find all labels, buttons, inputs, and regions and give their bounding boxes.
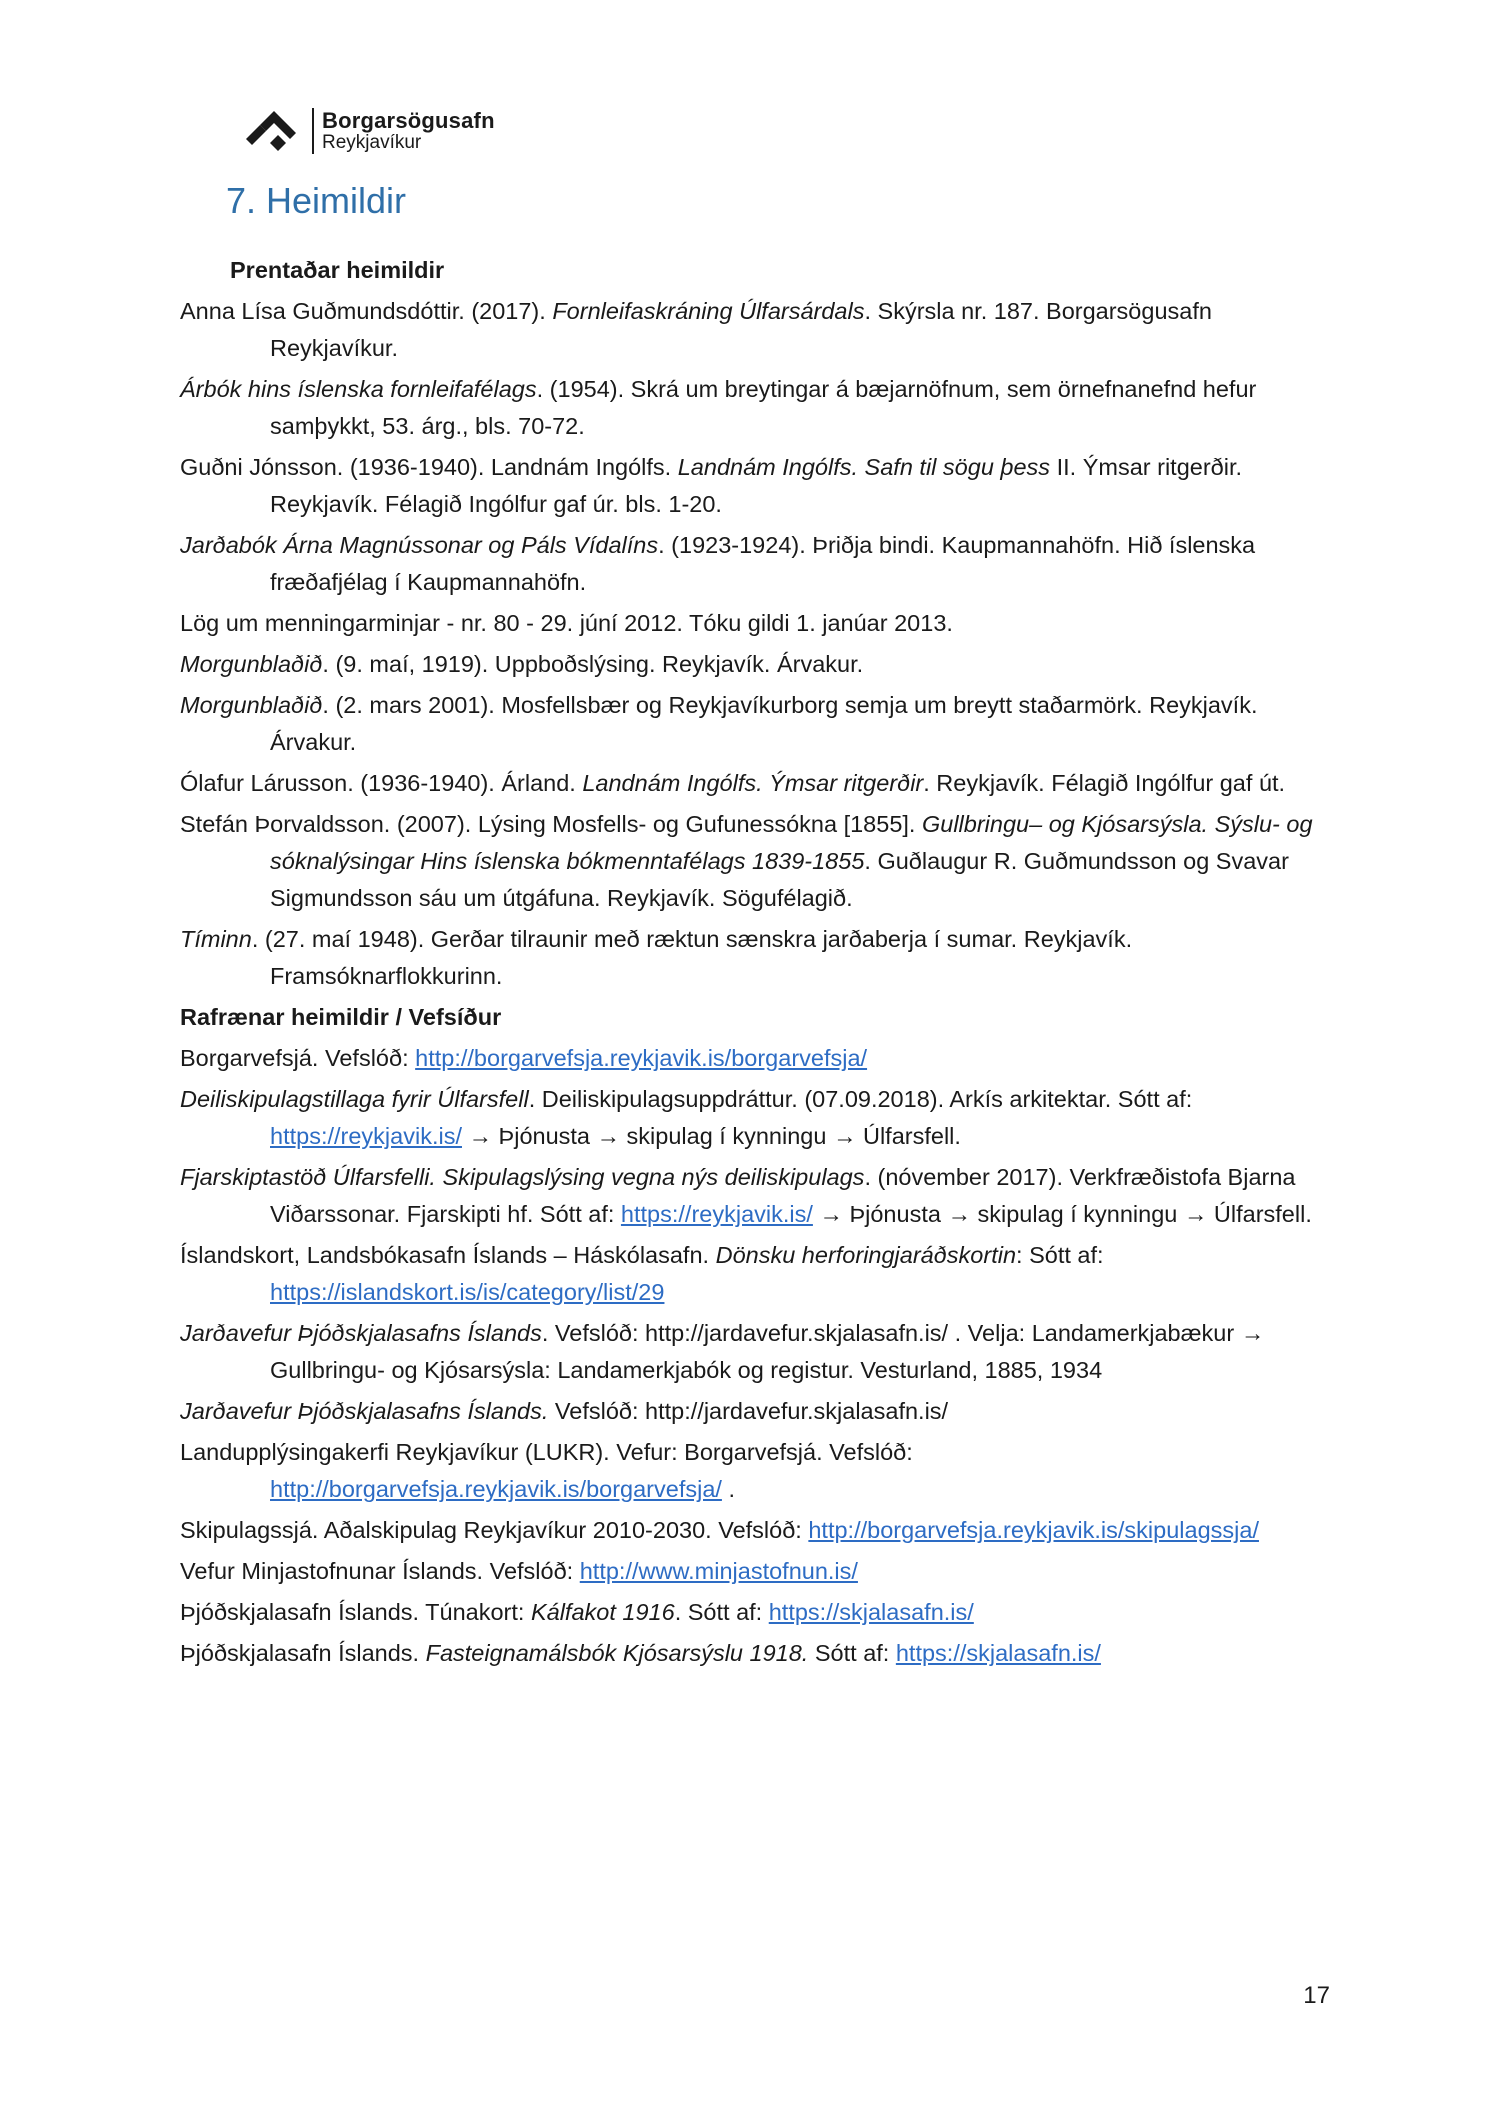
reference-entry: [180, 1434, 1320, 1508]
reference-entry: [180, 1553, 1320, 1590]
reference-entry: [180, 1159, 1320, 1233]
reference-entry: [180, 1237, 1320, 1311]
reference-entry: [180, 687, 1320, 761]
reference-entry: [180, 449, 1320, 523]
museum-logo: [244, 104, 495, 158]
reference-text: . Deiliskipulagsuppdráttur. (07.09.2018). Arkís arkitektar. Sótt af:: [528, 1086, 1193, 1112]
reference-text: → Þjónusta → skipulag í kynningu → Úlfarsfell.: [812, 1201, 1312, 1227]
reference-text: Lög um menningarminjar - nr. 80 - 29. júní 2012. Tóku gildi 1. janúar 2013.: [180, 610, 953, 636]
reference-link[interactable]: https://reykjavik.is/: [270, 1123, 462, 1149]
reference-title-italic: Kálfakot 1916: [530, 1599, 675, 1625]
reference-text: Vefslóð: http://jardavefur.skjalasafn.is/: [548, 1398, 949, 1424]
reference-entry: [180, 1594, 1320, 1631]
reference-text: Skipulagssjá. Aðalskipulag Reykjavíkur 2010-2030. Vefslóð:: [180, 1517, 809, 1543]
reference-entry: [180, 1635, 1320, 1672]
reference-text: → Þjónusta → skipulag í kynningu → Úlfarsfell.: [461, 1123, 961, 1149]
logo-text: [322, 109, 495, 152]
reference-title-italic: Fornleifaskráning Úlfarsárdals: [552, 298, 865, 324]
reference-entry: [180, 1315, 1320, 1389]
reference-entry: [180, 293, 1320, 367]
reference-text: Íslandskort, Landsbókasafn Íslands – Háskólasafn.: [180, 1242, 716, 1268]
reference-entry: [180, 921, 1320, 995]
reference-title-italic: Fasteignamálsbók Kjósarsýslu 1918.: [425, 1640, 809, 1666]
reference-text: Guðni Jónsson. (1936-1940). Landnám Ingólfs.: [180, 454, 678, 480]
reference-entry: [180, 1393, 1320, 1430]
reference-text: . Vefslóð: http://jardavefur.skjalasafn.is/ . Velja: Landamerkjabækur → Gullbringu- og Kjósarsýsla: Landamerkjabók og registur. Vesturland, 1885, 1934: [270, 1320, 1265, 1383]
reference-title-italic: Fjarskiptastöð Úlfarsfelli. Skipulagslýsing vegna nýs deiliskipulags: [180, 1164, 865, 1190]
reference-entry: [180, 605, 1320, 642]
logo-name: Borgarsögusafn: [322, 108, 495, 134]
reference-entry: [180, 1040, 1320, 1077]
references-content: [180, 252, 1320, 1676]
reference-title-italic: Gullbringu– og Kjósarsýsla. Sýslu- og sóknalýsingar Hins íslenska bókmenntafélags 1839-1855: [270, 811, 1313, 874]
reference-title-italic: Dönsku herforingjaráðskortin: [715, 1242, 1017, 1268]
reference-text: Sótt af:: [808, 1640, 896, 1666]
printed-sources-title: Prentaðar heimildir: [230, 257, 445, 283]
reference-entry: [180, 806, 1320, 917]
reference-link[interactable]: https://islandskort.is/is/category/list/29: [270, 1279, 665, 1305]
reference-title-italic: Morgunblaðið: [180, 651, 323, 677]
reference-text: Borgarvefsjá. Vefslóð:: [180, 1045, 416, 1071]
reference-link[interactable]: http://www.minjastofnun.is/: [579, 1558, 858, 1584]
reference-text: Þjóðskjalasafn Íslands. Túnakort:: [180, 1599, 531, 1625]
reference-text: Stefán Þorvaldsson. (2007). Lýsing Mosfells- og Gufunessókna [1855].: [180, 811, 922, 837]
reference-text: . (2. mars 2001). Mosfellsbær og Reykjavíkurborg semja um breytt staðarmörk. Reykjavík. Árvakur.: [270, 692, 1258, 755]
printed-sources-list: [180, 293, 1320, 995]
reference-text: . (nóvember 2017). Verkfræðistofa Bjarna Viðarssonar. Fjarskipti hf. Sótt af:: [270, 1164, 1296, 1227]
reference-text: . Guðlaugur R. Guðmundsson og Svavar Sigmundsson sáu um útgáfuna. Reykjavík. Sögufélagið.: [270, 848, 1289, 911]
reference-text: Landupplýsingakerfi Reykjavíkur (LUKR). Vefur: Borgarvefsjá. Vefslóð:: [180, 1439, 913, 1465]
reference-text: Anna Lísa Guðmundsdóttir. (2017).: [180, 298, 553, 324]
reference-text: II. Ýmsar ritgerðir. Reykjavík. Félagið Ingólfur gaf úr. bls. 1-20.: [270, 454, 1243, 517]
reference-link[interactable]: http://borgarvefsja.reykjavik.is/skipulagssja/: [808, 1517, 1259, 1543]
reference-text: : Sótt af:: [1016, 1242, 1104, 1268]
reference-text: . Reykjavík. Félagið Ingólfur gaf út.: [923, 770, 1286, 796]
reference-title-italic: Deiliskipulagstillaga fyrir Úlfarsfell: [180, 1086, 529, 1112]
reference-title-italic: Jarðavefur Þjóðskjalasafns Íslands: [180, 1320, 542, 1346]
reference-title-italic: Landnám Ingólfs. Ýmsar ritgerðir: [582, 770, 924, 796]
reference-entry: [180, 527, 1320, 601]
reference-link[interactable]: https://skjalasafn.is/: [895, 1640, 1101, 1666]
reference-entry: [180, 371, 1320, 445]
page-number: 17: [1303, 1982, 1330, 2009]
reference-text: . (9. maí, 1919). Uppboðslýsing. Reykjavík. Árvakur.: [322, 651, 864, 677]
reference-link[interactable]: https://reykjavik.is/: [620, 1201, 813, 1227]
reference-text: Ólafur Lárusson. (1936-1940). Árland.: [180, 770, 583, 796]
reference-entry: [180, 646, 1320, 683]
reference-title-italic: Árbók hins íslenska fornleifafélags: [180, 376, 537, 402]
reference-text: Vefur Minjastofnunar Íslands. Vefslóð:: [180, 1558, 580, 1584]
reference-title-italic: Jarðavefur Þjóðskjalasafns Íslands.: [180, 1398, 549, 1424]
reference-text: . (1923-1924). Þriðja bindi. Kaupmannahöfn. Hið íslenska fræðafjélag í Kaupmannahöfn.: [270, 532, 1256, 595]
reference-text: Þjóðskjalasafn Íslands.: [180, 1640, 426, 1666]
reference-title-italic: Morgunblaðið: [180, 692, 323, 718]
reference-entry: [180, 765, 1320, 802]
reference-text: . Skýrsla nr. 187. Borgarsögusafn Reykjavíkur.: [270, 298, 1212, 361]
reference-title-italic: Tíminn: [180, 926, 252, 952]
reference-text: . (1954). Skrá um breytingar á bæjarnöfnum, sem örnefnanefnd hefur samþykkt, 53. árg., bls. 70-72.: [270, 376, 1257, 439]
reference-text: .: [721, 1476, 735, 1502]
reference-link[interactable]: https://skjalasafn.is/: [768, 1599, 974, 1625]
reference-entry: [180, 1512, 1320, 1549]
reference-text: . Sótt af:: [674, 1599, 769, 1625]
logo-divider: [312, 108, 314, 154]
section-heading: 7. Heimildir: [226, 180, 407, 221]
logo-mark-icon: [244, 109, 300, 153]
reference-link[interactable]: http://borgarvefsja.reykjavik.is/borgarvefsja/: [415, 1045, 868, 1071]
reference-link[interactable]: http://borgarvefsja.reykjavik.is/borgarvefsja/: [270, 1476, 722, 1502]
reference-text: . (27. maí 1948). Gerðar tilraunir með ræktun sænskra jarðaberja í sumar. Reykjavík. Framsóknarflokkurinn.: [251, 926, 1133, 989]
reference-title-italic: Jarðabók Árna Magnússonar og Páls Vídalíns: [180, 532, 659, 558]
electronic-sources-title: Rafrænar heimildir / Vefsíður: [180, 1004, 502, 1030]
reference-entry: [180, 1081, 1320, 1155]
electronic-sources-list: [180, 1040, 1320, 1672]
reference-title-italic: Landnám Ingólfs. Safn til sögu þess: [677, 454, 1051, 480]
logo-subtitle: Reykjavíkur: [322, 131, 422, 153]
